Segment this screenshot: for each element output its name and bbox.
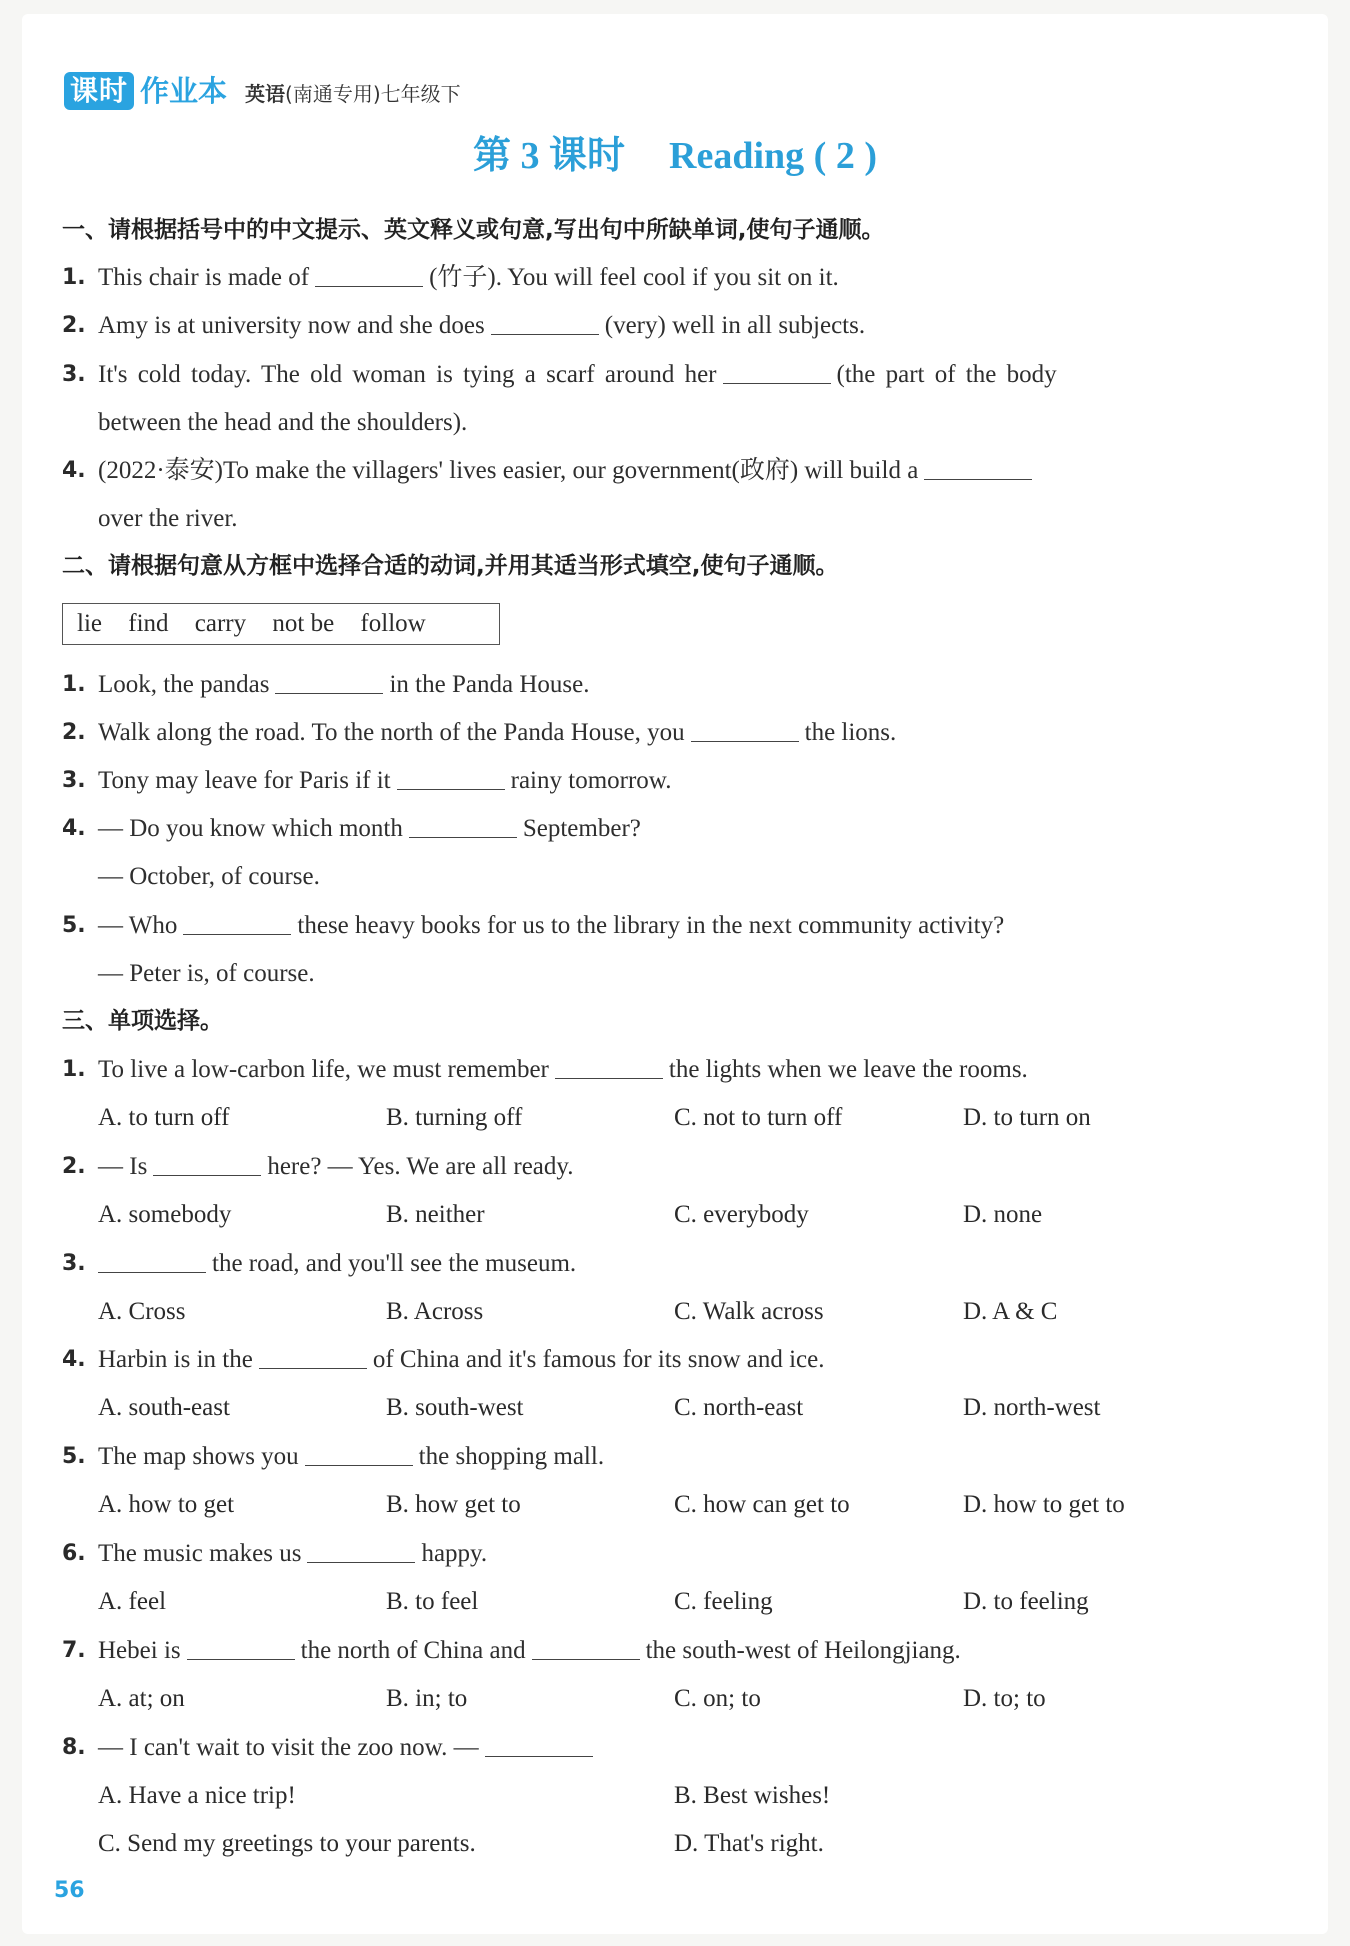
option-d[interactable]: D. north-west xyxy=(963,1394,1101,1421)
option-c[interactable]: C. Walk across xyxy=(674,1298,824,1325)
answer-blank[interactable] xyxy=(397,763,505,790)
s2-q4-reply: — October, of course. xyxy=(98,863,320,890)
question-number: 4. xyxy=(62,816,86,841)
option-d[interactable]: D. how to get to xyxy=(963,1491,1125,1518)
option-a[interactable]: A. Cross xyxy=(98,1298,186,1325)
book-header xyxy=(64,70,461,110)
question-number: 4. xyxy=(62,1347,86,1372)
section-3-heading: 三、单项选择。 xyxy=(62,1008,223,1034)
s2-q5: — Who these heavy books for us to the library in the next community activity? xyxy=(98,906,1004,946)
option-d[interactable]: D. to; to xyxy=(963,1685,1046,1712)
option-b[interactable]: B. neither xyxy=(386,1201,485,1228)
question-number: 1. xyxy=(62,1057,86,1082)
s1-q1: This chair is made of (竹子). You will feel cool if you sit on it. xyxy=(98,258,839,298)
answer-blank[interactable] xyxy=(187,1633,295,1660)
option-a[interactable]: A. to turn off xyxy=(98,1104,230,1131)
word-option: find xyxy=(128,610,169,637)
s2-q3: Tony may leave for Paris if it rainy tomorrow. xyxy=(98,761,671,801)
question-number: 7. xyxy=(62,1638,86,1663)
answer-blank[interactable] xyxy=(723,357,831,384)
s3-q3: the road, and you'll see the museum. xyxy=(98,1244,576,1284)
word-option: not be xyxy=(272,610,335,637)
s2-q5-reply: — Peter is, of course. xyxy=(98,960,315,987)
question-number: 2. xyxy=(62,1154,86,1179)
s1-q3: It's cold today. The old woman is tying a scarf around her (the part of the body xyxy=(98,355,1057,395)
s3-q7: Hebei is the north of China and the south-west of Heilongjiang. xyxy=(98,1631,961,1671)
option-c[interactable]: C. north-east xyxy=(674,1394,804,1421)
answer-blank[interactable] xyxy=(307,1536,415,1563)
option-d[interactable]: D. none xyxy=(963,1201,1043,1228)
s1-q3-cont: between the head and the shoulders). xyxy=(98,409,468,436)
question-number: 5. xyxy=(62,1444,86,1469)
option-b[interactable]: B. Across xyxy=(386,1298,484,1325)
option-d[interactable]: D. A & C xyxy=(963,1298,1058,1325)
word-box xyxy=(62,603,500,645)
question-number: 2. xyxy=(62,313,86,338)
answer-blank[interactable] xyxy=(183,908,291,935)
option-c[interactable]: C. Send my greetings to your parents. xyxy=(98,1830,476,1857)
question-number: 6. xyxy=(62,1541,86,1566)
book-info: 英语(南通专用)七年级下 xyxy=(245,82,461,106)
s2-q4: — Do you know which month September? xyxy=(98,809,641,849)
answer-blank[interactable] xyxy=(485,1730,593,1757)
option-c[interactable]: C. on; to xyxy=(674,1685,761,1712)
s1-q2: Amy is at university now and she does (very) well in all subjects. xyxy=(98,306,865,346)
logo-text: 作业本 xyxy=(140,74,228,108)
option-a[interactable]: A. south-east xyxy=(98,1394,230,1421)
s3-q5: The map shows you the shopping mall. xyxy=(98,1437,604,1477)
answer-blank[interactable] xyxy=(315,260,423,287)
option-b[interactable]: B. south-west xyxy=(386,1394,524,1421)
option-a[interactable]: A. how to get xyxy=(98,1491,235,1518)
answer-blank[interactable] xyxy=(259,1342,367,1369)
word-option: carry xyxy=(194,610,247,637)
option-d[interactable]: D. to turn on xyxy=(963,1104,1091,1131)
option-a[interactable]: A. at; on xyxy=(98,1685,185,1712)
option-d[interactable]: D. to feeling xyxy=(963,1588,1089,1615)
answer-blank[interactable] xyxy=(275,667,383,694)
s1-q4: (2022·泰安)To make the villagers' lives easier, our government(政府) will build a xyxy=(98,451,1038,491)
question-number: 3. xyxy=(62,362,86,387)
option-a[interactable]: A. feel xyxy=(98,1588,167,1615)
answer-blank[interactable] xyxy=(153,1149,261,1176)
answer-blank[interactable] xyxy=(491,308,599,335)
lesson-title: 第 3 课时 Reading ( 2 ) xyxy=(473,135,877,177)
question-number: 1. xyxy=(62,265,86,290)
option-b[interactable]: B. to feel xyxy=(386,1588,479,1615)
s3-q4: Harbin is in the of China and it's famous for its snow and ice. xyxy=(98,1340,825,1380)
answer-blank[interactable] xyxy=(532,1633,640,1660)
option-b[interactable]: B. how get to xyxy=(386,1491,521,1518)
option-c[interactable]: C. how can get to xyxy=(674,1491,850,1518)
s1-q4-cont: over the river. xyxy=(98,505,238,532)
logo-badge: 课时 xyxy=(64,72,134,110)
section-1-heading: 一、请根据括号中的中文提示、英文释义或句意,写出句中所缺单词,使句子通顺。 xyxy=(62,217,885,243)
answer-blank[interactable] xyxy=(98,1246,206,1273)
option-b[interactable]: B. in; to xyxy=(386,1685,468,1712)
answer-blank[interactable] xyxy=(305,1439,413,1466)
option-a[interactable]: A. Have a nice trip! xyxy=(98,1782,296,1809)
answer-blank[interactable] xyxy=(691,715,799,742)
word-option: follow xyxy=(360,610,426,637)
s2-q2: Walk along the road. To the north of the Panda House, you the lions. xyxy=(98,713,896,753)
answer-blank[interactable] xyxy=(409,811,517,838)
question-number: 4. xyxy=(62,458,86,483)
word-option: lie xyxy=(77,610,102,637)
s3-q6: The music makes us happy. xyxy=(98,1534,487,1574)
question-number: 8. xyxy=(62,1735,86,1760)
option-c[interactable]: C. everybody xyxy=(674,1201,809,1228)
question-number: 2. xyxy=(62,720,86,745)
s2-q1: Look, the pandas in the Panda House. xyxy=(98,665,589,705)
answer-blank[interactable] xyxy=(924,453,1032,480)
answer-blank[interactable] xyxy=(555,1052,663,1079)
option-d[interactable]: D. That's right. xyxy=(674,1830,824,1857)
s3-q2: — Is here? — Yes. We are all ready. xyxy=(98,1147,574,1187)
option-c[interactable]: C. not to turn off xyxy=(674,1104,843,1131)
s3-q8: — I can't wait to visit the zoo now. — xyxy=(98,1728,599,1768)
option-c[interactable]: C. feeling xyxy=(674,1588,773,1615)
option-b[interactable]: B. Best wishes! xyxy=(674,1782,831,1809)
option-b[interactable]: B. turning off xyxy=(386,1104,523,1131)
question-number: 3. xyxy=(62,768,86,793)
option-a[interactable]: A. somebody xyxy=(98,1201,232,1228)
page-number: 56 xyxy=(54,1878,85,1903)
s3-q1: To live a low-carbon life, we must remember the lights when we leave the rooms. xyxy=(98,1050,1028,1090)
question-number: 1. xyxy=(62,672,86,697)
section-2-heading: 二、请根据句意从方框中选择合适的动词,并用其适当形式填空,使句子通顺。 xyxy=(62,553,839,579)
question-number: 5. xyxy=(62,913,86,938)
question-number: 3. xyxy=(62,1251,86,1276)
